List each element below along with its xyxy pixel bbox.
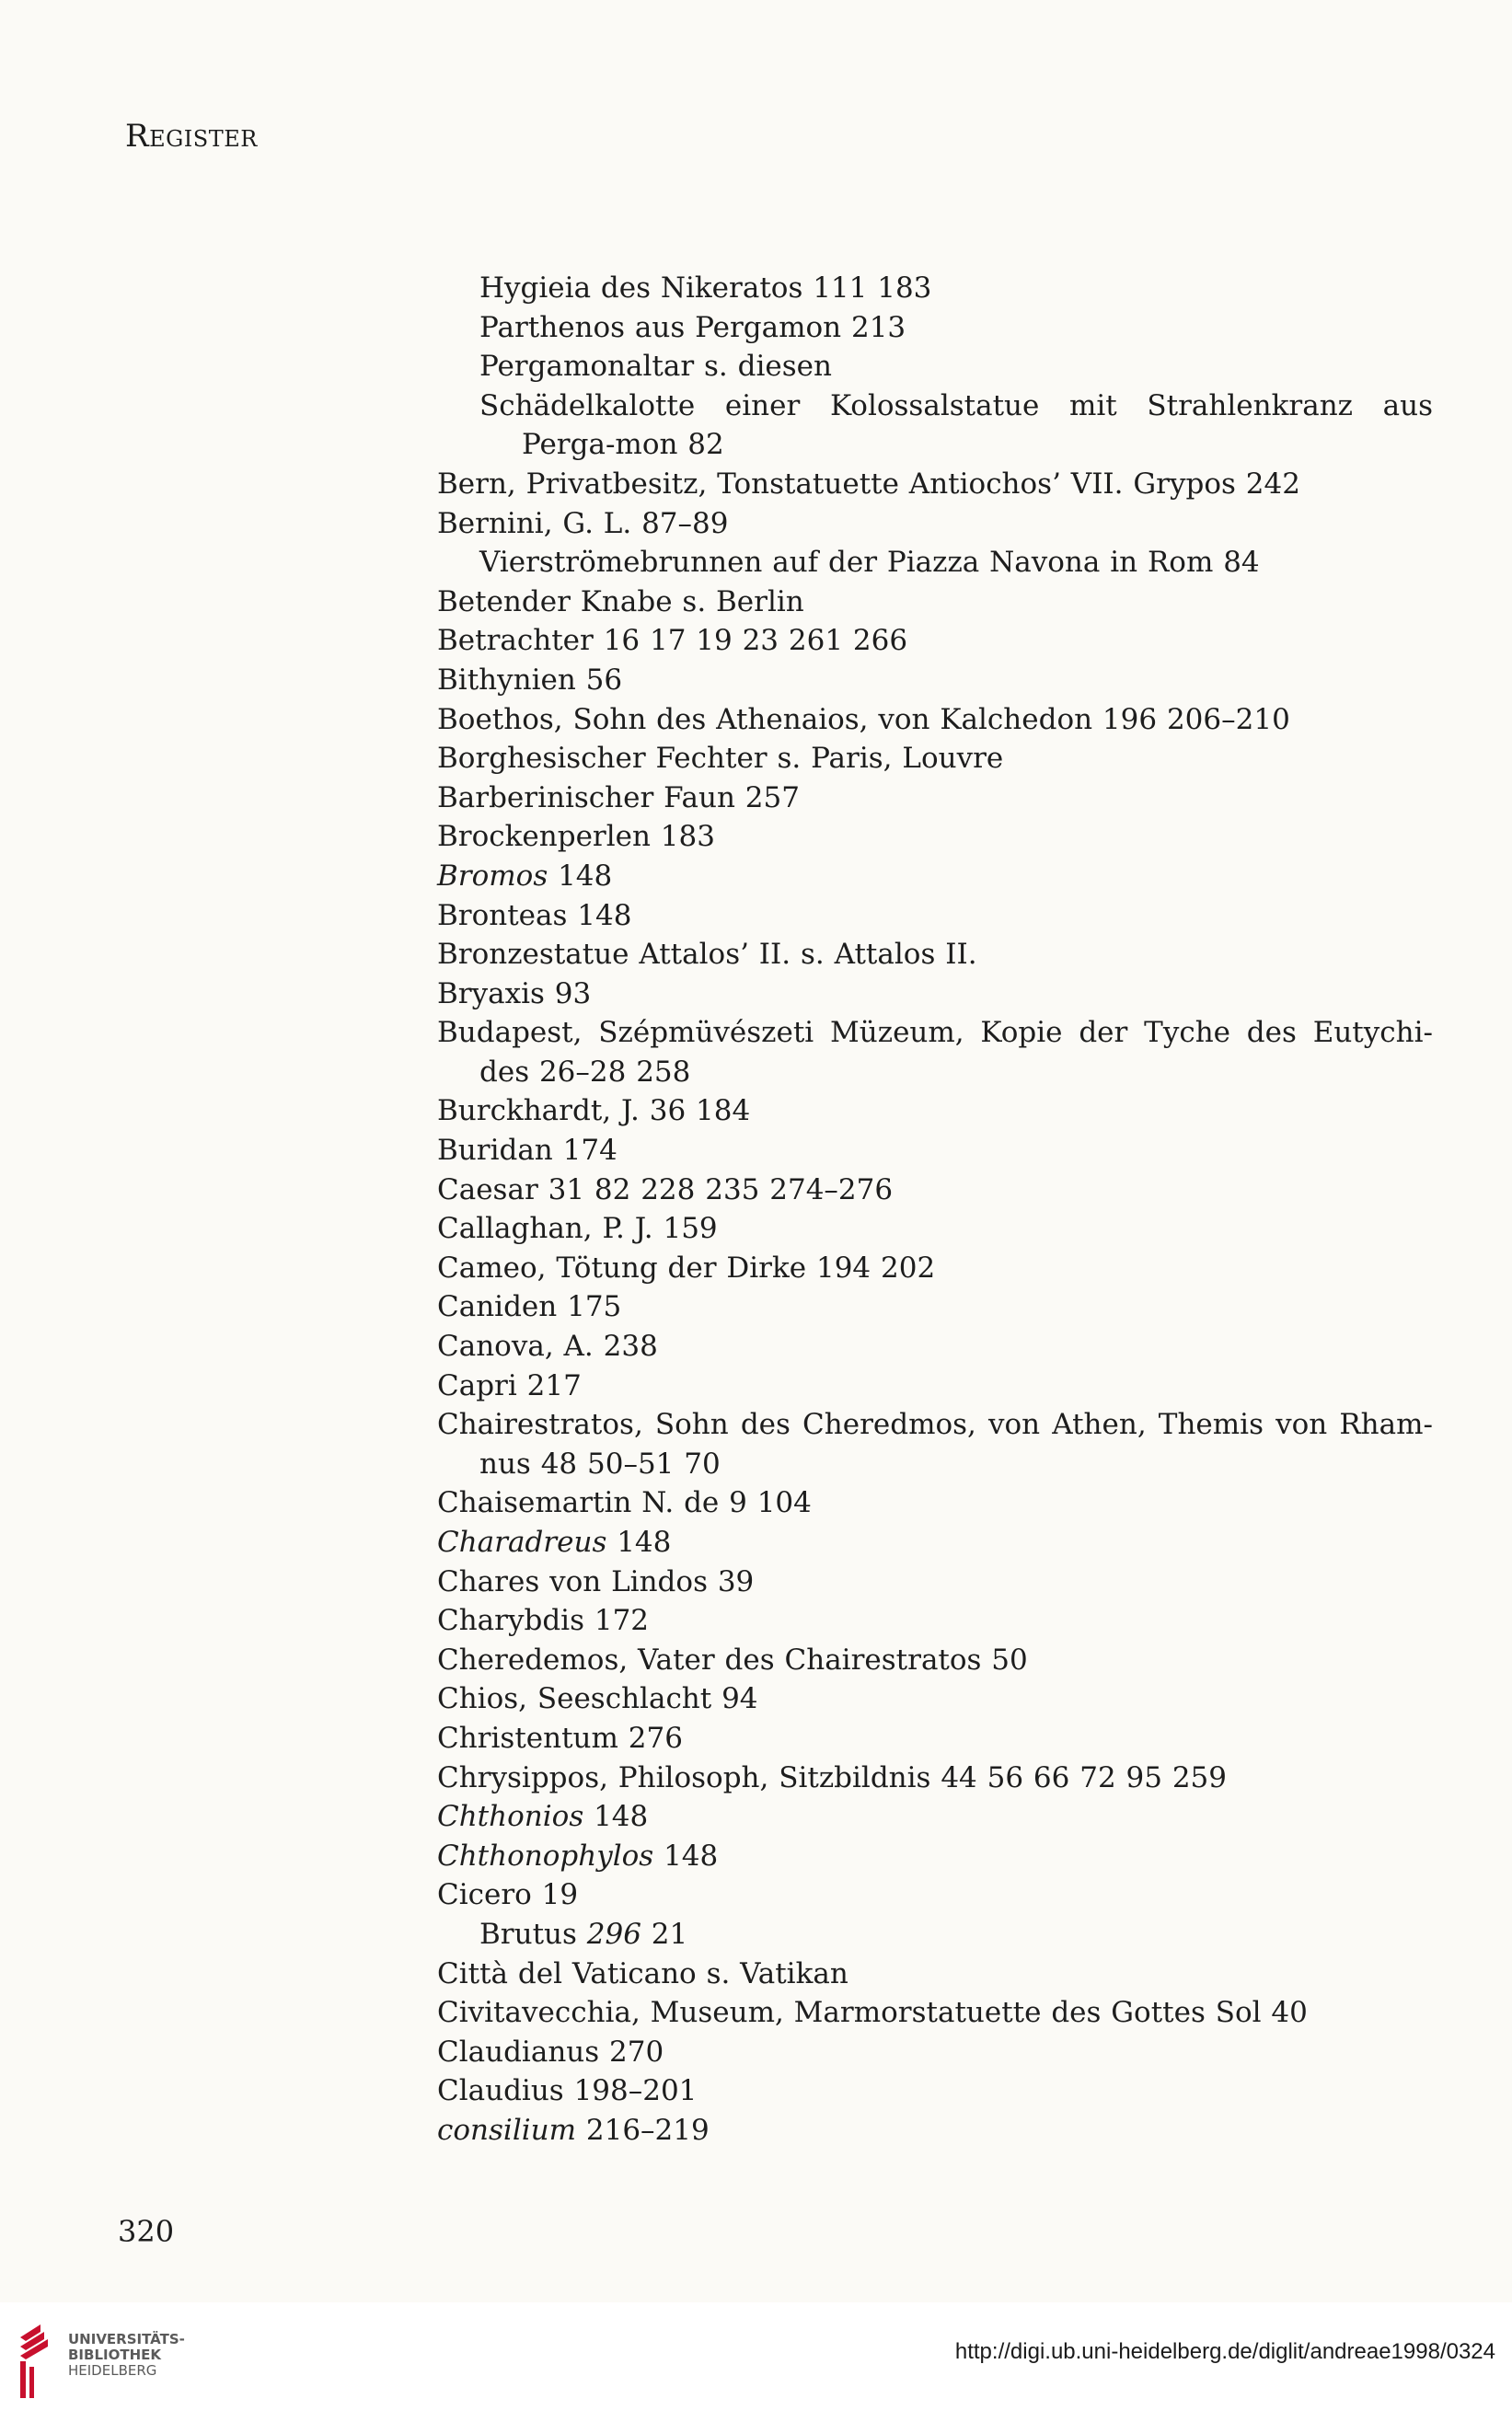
entry-text: Bryaxis 93	[437, 976, 592, 1010]
index-entry	[437, 935, 1433, 975]
running-head: Register	[125, 118, 258, 155]
index-entry	[437, 975, 1433, 1014]
entry-text: Parthenos aus Pergamon 213	[479, 310, 906, 344]
index-entry	[437, 1955, 1433, 1994]
entry-text: Bronteas 148	[437, 898, 632, 932]
index-entry	[437, 661, 1433, 700]
entry-text: 148	[583, 1800, 649, 1834]
index-entry	[437, 582, 1433, 622]
entry-text: Claudius 198–201	[437, 2074, 698, 2108]
index-subentry	[437, 347, 1433, 386]
entry-text: Bernini, G. L. 87–89	[437, 506, 729, 540]
index-entry	[437, 1209, 1433, 1249]
entry-text: Civitavecchia, Museum, Marmorstatuette des Gottes Sol 40	[437, 1996, 1308, 2030]
entry-text: 148	[653, 1839, 719, 1873]
entry-text: Capri 217	[437, 1368, 582, 1402]
entry-text: Borghesischer Fechter s. Paris, Louvre	[437, 742, 1004, 776]
entry-text: 216–219	[576, 2113, 710, 2147]
entry-text: Chares von Lindos 39	[437, 1564, 755, 1598]
index-entry	[437, 1249, 1433, 1288]
index-entry	[437, 778, 1433, 818]
index-entry	[437, 739, 1433, 778]
index-entry	[437, 2071, 1433, 2111]
entry-text: Canova, A. 238	[437, 1330, 658, 1364]
index-entry	[437, 1091, 1433, 1131]
entry-text: Bithynien 56	[437, 663, 623, 697]
index-entry	[437, 896, 1433, 936]
entry-text: Christentum 276	[437, 1721, 683, 1755]
index-entry	[437, 1327, 1433, 1367]
index-entry	[437, 1171, 1433, 1210]
index-entry	[437, 817, 1433, 857]
entry-text: Claudianus 270	[437, 2035, 664, 2069]
entry-text: Boethos, Sohn des Athenaios, von Kalchedon 196 206–210	[437, 702, 1290, 736]
index-entry	[437, 504, 1433, 544]
index-subentry	[437, 386, 1433, 465]
entry-term-italic: consilium	[437, 2113, 577, 2147]
index-entry	[437, 1837, 1433, 1876]
entry-term-italic: Bromos	[437, 859, 548, 893]
entry-text: Brockenperlen 183	[437, 820, 715, 854]
index-entry	[437, 1641, 1433, 1680]
register-index-list	[437, 269, 1433, 2151]
entry-term-italic: Charadreus	[437, 1526, 607, 1559]
index-entry	[437, 2111, 1433, 2151]
index-entry	[437, 1131, 1433, 1171]
entry-text: Budapest, Szépmüvészeti Müzeum, Kopie der Tyche des Eutychi-des 26–28 258	[437, 1016, 1433, 1089]
entry-text: Charybdis 172	[437, 1604, 650, 1638]
index-entry	[437, 1993, 1433, 2033]
index-entry	[437, 1405, 1433, 1483]
entry-text: Betender Knabe s. Berlin	[437, 584, 804, 618]
entry-text: Bronzestatue Attalos’ II. s. Attalos II.	[437, 938, 977, 972]
entry-text: Cicero 19	[437, 1878, 579, 1912]
library-name-line: UNIVERSITÄTS-	[68, 2331, 185, 2347]
index-entry	[437, 1679, 1433, 1719]
index-entry	[437, 1523, 1433, 1563]
entry-text: Cameo, Tötung der Dirke 194 202	[437, 1251, 936, 1285]
index-subentry	[437, 308, 1433, 348]
index-subentry	[437, 269, 1433, 308]
entry-text: Brutus	[479, 1917, 587, 1951]
entry-term-italic: Chthonios	[437, 1800, 584, 1834]
entry-text: Barberinischer Faun 257	[437, 780, 800, 814]
index-entry	[437, 1013, 1433, 1091]
entry-text: Chrysippos, Philosoph, Sitzbildnis 44 56 66 72 95 259	[437, 1760, 1227, 1794]
entry-text: Burckhardt, J. 36 184	[437, 1094, 751, 1128]
entry-text: Hygieia des Nikeratos 111 183	[479, 271, 932, 305]
index-entry	[437, 857, 1433, 896]
index-entry	[437, 465, 1433, 504]
index-entry	[437, 1601, 1433, 1641]
index-entry	[437, 1719, 1433, 1759]
entry-text: Bern, Privatbesitz, Tonstatuette Antiochos’ VII. Grypos 242	[437, 467, 1300, 501]
entry-text: Caniden 175	[437, 1290, 622, 1324]
index-entry	[437, 1875, 1433, 1915]
library-name-line: HEIDELBERG	[68, 2362, 157, 2379]
entry-text: Cheredemos, Vater des Chairestratos 50	[437, 1643, 1028, 1677]
index-entry	[437, 1287, 1433, 1327]
entry-text: Schädelkalotte einer Kolossalstatue mit Strahlenkranz aus Perga-mon 82	[479, 388, 1433, 462]
entry-text: Betrachter 16 17 19 23 261 266	[437, 624, 908, 658]
entry-text: 148	[548, 859, 613, 893]
index-entry	[437, 1797, 1433, 1837]
entry-text: Buridan 174	[437, 1134, 617, 1168]
library-name-line: BIBLIOTHEK	[68, 2347, 161, 2363]
library-name	[68, 2332, 185, 2379]
index-entry	[437, 700, 1433, 740]
index-subentry	[437, 543, 1433, 582]
index-entry	[437, 1563, 1433, 1602]
index-entry	[437, 1483, 1433, 1523]
library-logo-icon	[13, 2319, 59, 2402]
entry-text: 148	[606, 1526, 672, 1559]
entry-text: Chios, Seeschlacht 94	[437, 1682, 758, 1716]
entry-text: Caesar 31 82 228 235 274–276	[437, 1172, 894, 1206]
entry-text: 21	[641, 1917, 688, 1951]
page-number: 320	[118, 2214, 175, 2249]
index-entry	[437, 1367, 1433, 1406]
entry-text: Callaghan, P. J. 159	[437, 1212, 718, 1246]
entry-text: Chairestratos, Sohn des Cheredmos, von Athen, Themis von Rham-nus 48 50–51 70	[437, 1408, 1433, 1481]
entry-term-italic: Chthonophylos	[437, 1839, 654, 1873]
entry-term-italic: 296	[586, 1917, 641, 1951]
index-entry	[437, 621, 1433, 661]
entry-text: Vierströmebrunnen auf der Piazza Navona in Rom 84	[479, 546, 1260, 580]
index-entry	[437, 1759, 1433, 1798]
source-url-link[interactable]: http://digi.ub.uni-heidelberg.de/diglit/andreae1998/0324	[954, 2339, 1495, 2364]
entry-text: Pergamonaltar s. diesen	[479, 350, 832, 384]
index-entry	[437, 2033, 1433, 2072]
index-subentry	[437, 1915, 1433, 1955]
entry-text: Chaisemartin N. de 9 104	[437, 1486, 812, 1520]
entry-text: Città del Vaticano s. Vatikan	[437, 1956, 848, 1990]
